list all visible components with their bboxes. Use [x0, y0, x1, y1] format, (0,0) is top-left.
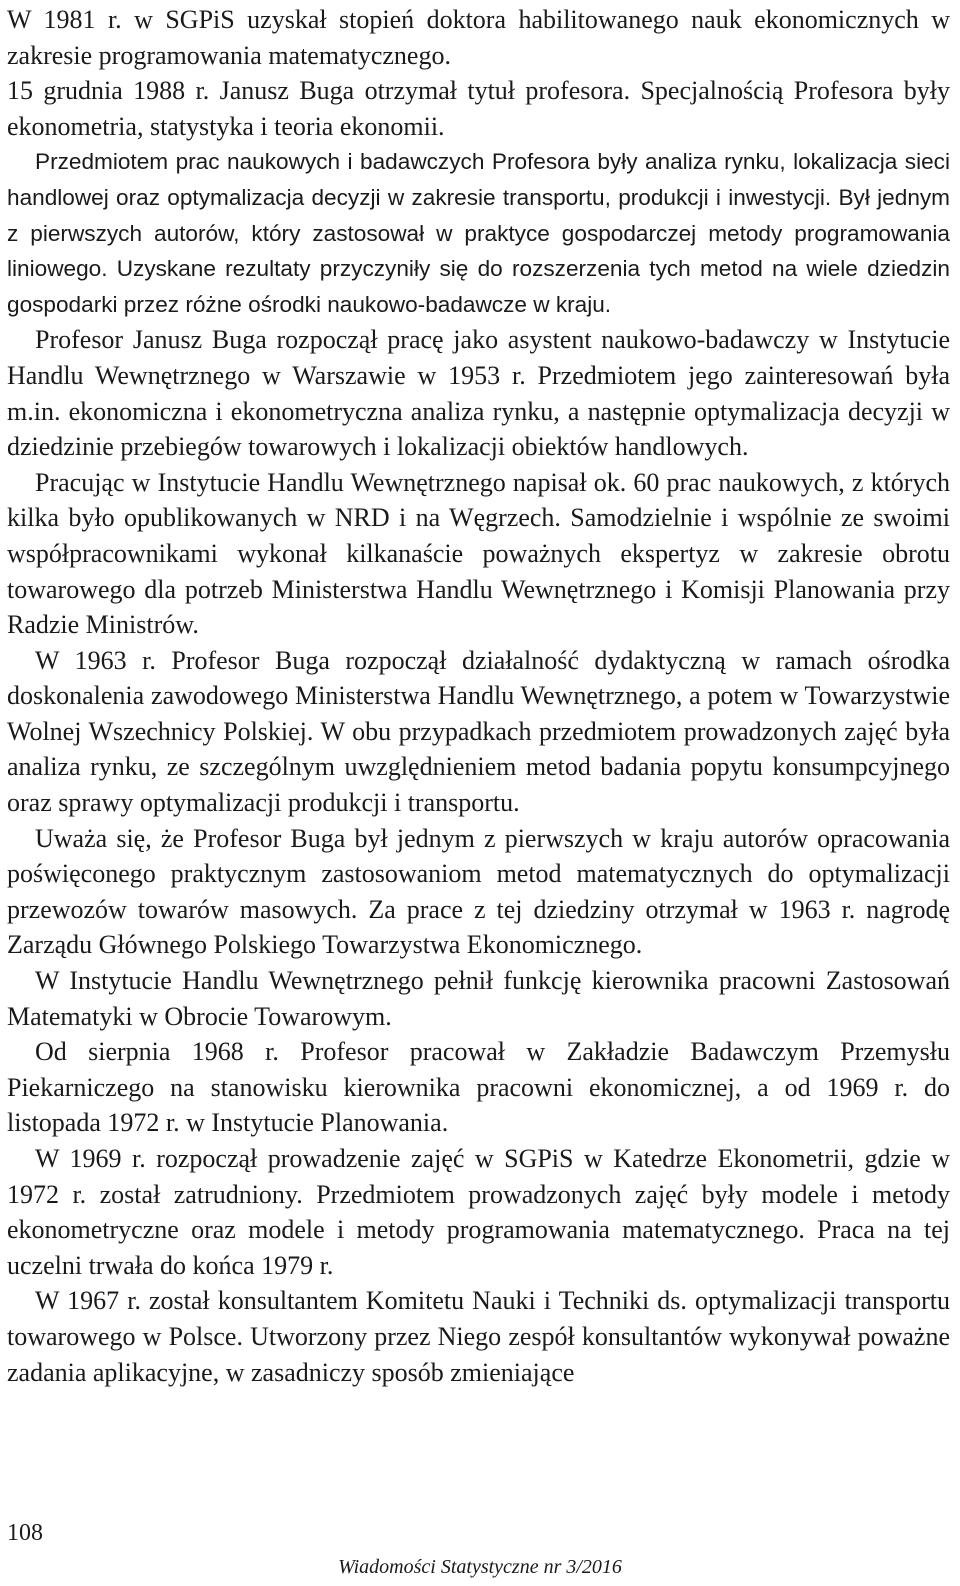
paragraph-research-subject: Przedmiotem prac naukowych i badawczych Profesora były analiza rynku, lokalizacja sieci handlowej oraz optymalizacja decyzji w zakresie transportu, produkcji i inwestycji. Był jednym z pierwszych autorów, który zastosował w praktyce gospodarczej metody programowania liniowego. Uzyskane rezultaty przyczyniły się do rozszerzenia tych metod na wiele dziedzin gospodarki przez różne ośrodki naukowo-badawcze w kraju. [7, 149, 950, 317]
paragraph-bakery-institute: Od sierpnia 1968 r. Profesor pracował w Zakładzie Badawczym Przemysłu Piekarniczego na stanowisku kierownika pracowni ekonomicznej, a od 1969 r. do listopada 1972 r. w Instytucie Planowania. [7, 1037, 950, 1138]
paragraph-lab-head: W Instytucie Handlu Wewnętrznego pełnił funkcję kierownika pracowni Zastosowań Matematyki w Obrocie Towarowym. [7, 966, 950, 1031]
journal-footer: Wiadomości Statystyczne nr 3/2016 [338, 1556, 622, 1578]
paragraph-institute-work: Profesor Janusz Buga rozpoczął pracę jako asystent naukowo-badawczy w Instytucie Handlu Wewnętrznego w Warszawie w 1953 r. Przedmiotem jego zainteresowań była m.in. ekonomiczna i ekonometryczna analiza rynku, a następnie optymalizacja decyzji w dziedzinie przebiegów towarowych i lokalizacji obiektów handlowych. [7, 325, 950, 462]
body-text [7, 2, 950, 1390]
paragraph-consultant: W 1967 r. został konsultantem Komitetu Nauki i Techniki ds. optymalizacji transportu towarowego w Polsce. Utworzony przez Niego zespół konsultantów wykonywał poważne zadania aplikacyjne, w zasadniczy sposób zmieniające [7, 1286, 950, 1387]
page-number: 108 [7, 1520, 43, 1546]
paragraph-transport-optimization: Uważa się, że Profesor Buga był jednym z pierwszych w kraju autorów opracowania poświęconego praktycznym zastosowaniom metod matematycznych do optymalizacji przewozów towarów masowych. Za prace z tej dziedziny otrzymał w 1963 r. nagrodę Zarządu Głównego Polskiego Towarzystwa Ekonomicznego. [7, 823, 950, 960]
paragraph-habilitation: W 1981 r. w SGPiS uzyskał stopień doktora habilitowanego nauk ekonomicznych w zakresie programowania matematycznego. [7, 5, 950, 70]
paragraph-professorship: 15 grudnia 1988 r. Janusz Buga otrzymał tytuł profesora. Specjalnością Profesora były ekonometria, statystyka i teoria ekonomii. [7, 76, 950, 141]
paragraph-teaching: W 1963 r. Profesor Buga rozpoczął działalność dydaktyczną w ramach ośrodka doskonalenia zawodowego Ministerstwa Handlu Wewnętrznego, a potem w Towarzystwie Wolnej Wszechnicy Polskiej. W obu przypadkach przedmiotem prowadzonych zajęć była analiza rynku, ze szczególnym uwzględnieniem metod badania popytu konsumpcyjnego oraz sprawy optymalizacji produkcji i transportu. [7, 645, 950, 818]
paragraph-sgpis-econometrics: W 1969 r. rozpoczął prowadzenie zajęć w SGPiS w Katedrze Ekonometrii, gdzie w 1972 r. został zatrudniony. Przedmiotem prowadzonych zajęć były modele i metody ekonometryczne oraz modele i metody programowania matematycznego. Praca na tej uczelni trwała do końca 1979 r. [7, 1144, 950, 1280]
paragraph-publications: Pracując w Instytucie Handlu Wewnętrznego napisał ok. 60 prac naukowych, z których kilka było opublikowanych w NRD i na Węgrzech. Samodzielnie i wspólnie ze swoimi współpracownikami wykonał kilkanaście poważnych ekspertyz w zakresie obrotu towarowego dla potrzeb Ministerstwa Handlu Wewnętrznego i Komisji Planowania przy Radzie Ministrów. [7, 467, 950, 640]
